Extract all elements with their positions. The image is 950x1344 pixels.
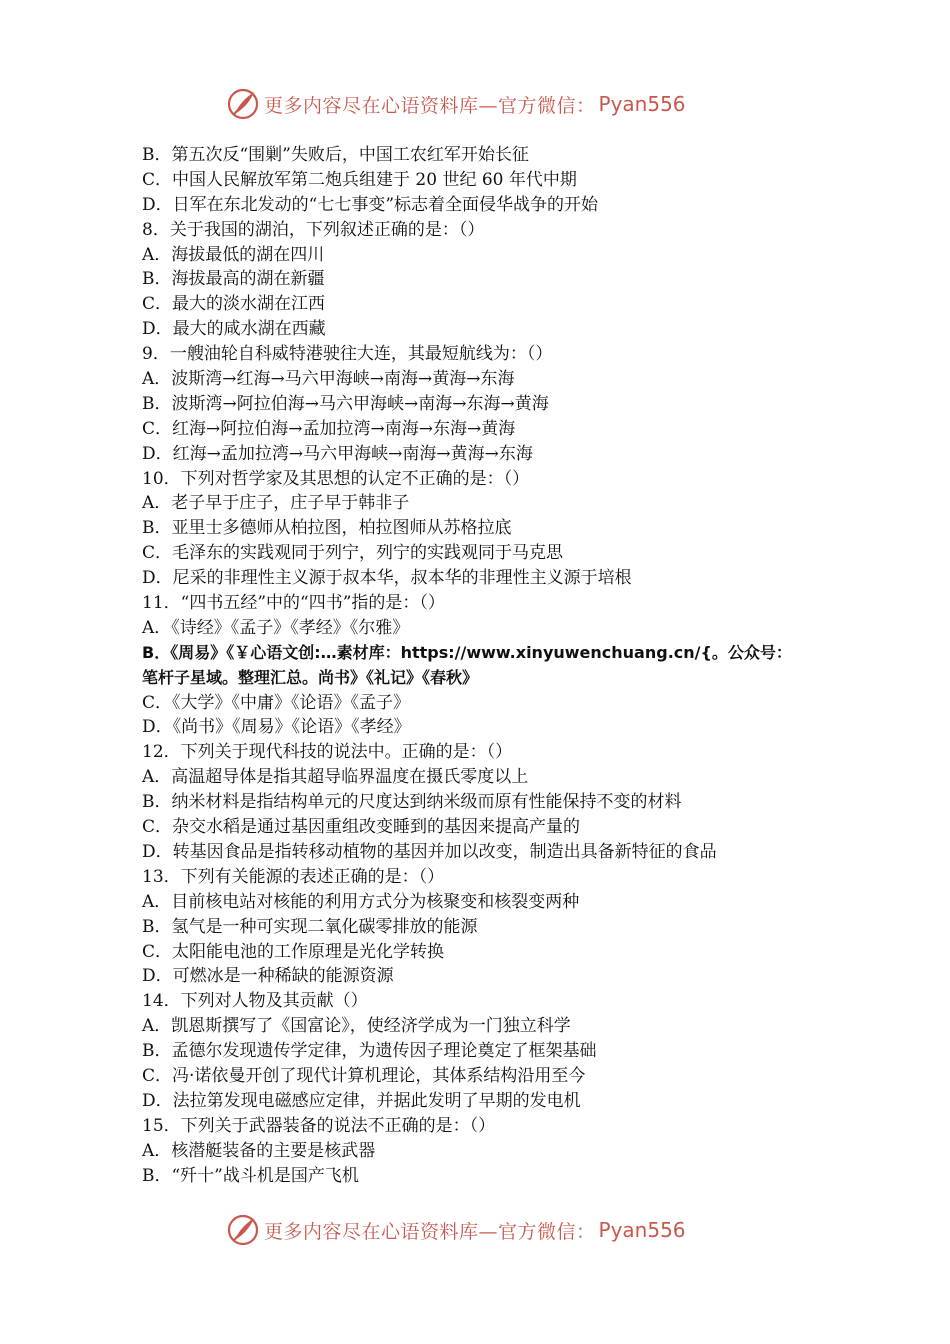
option-line: B．“歼十”战斗机是国产飞机 <box>142 1165 359 1186</box>
option-line: A．波斯湾→红海→马六甲海峡→南海→黄海→东海 <box>142 369 515 390</box>
text-line: C．中国人民解放军第二炮兵组建于 20 世纪 60 年代中期 <box>142 169 577 190</box>
option-line: D．法拉第发现电磁感应定律，并据此发明了早期的发电机 <box>142 1090 581 1111</box>
text-line: B．第五次反“围剿”失败后，中国工农红军开始长征 <box>142 145 529 165</box>
question-line: 9．一艘油轮自科威特港驶往大连，其最短航线为：（） <box>142 344 553 365</box>
option-line: B．孟德尔发现遗传学定律，为遗传因子理论奠定了框架基础 <box>142 1041 597 1062</box>
option-line: A．《诗经》《孟子》《孝经》《尔雅》 <box>142 617 410 638</box>
question-line: 8．关于我国的湖泊，下列叙述正确的是：（） <box>142 219 485 240</box>
question-line: 11．“四书五经”中的“四书”指的是：（） <box>142 593 445 614</box>
option-line: D．尼采的非理性主义源于叔本华，叔本华的非理性主义源于培根 <box>142 568 632 589</box>
question-line: 12．下列关于现代科技的说法中。正确的是：（） <box>142 742 513 763</box>
header-banner <box>0 86 950 122</box>
option-line: C．《大学》《中庸》《论语》《孟子》 <box>142 692 411 713</box>
option-line: A．目前核电站对核能的利用方式分为核聚变和核裂变两种 <box>142 891 580 912</box>
option-line: C．最大的淡水湖在江西 <box>142 294 326 315</box>
text-line: D．日军在东北发动的“七七事变”标志着全面侵华战争的开始 <box>142 194 599 215</box>
option-line: C．毛泽东的实践观同于列宁，列宁的实践观同于马克思 <box>142 543 564 564</box>
option-line: B．海拔最高的湖在新疆 <box>142 269 325 290</box>
option-line: A．海拔最低的湖在四川 <box>142 244 325 265</box>
option-line: B．氢气是一种可实现二氧化碳零排放的能源 <box>142 916 478 937</box>
option-line-watermarked: B．《周易》《￥心语文创:…素材库：https://www.xinyuwenchuang.cn/{。公众号： <box>142 642 792 662</box>
question-line: 14．下列对人物及其贡献（） <box>142 991 368 1012</box>
option-line-watermarked-continued: 笔杆子星域。整理汇总。尚书》《礼记》《春秋》 <box>142 667 479 687</box>
footer-banner <box>0 1212 950 1248</box>
banner-title: 更多内容尽在心语资料库—官方微信： <box>264 94 596 117</box>
question-line: 15．下列关于武器装备的说法不正确的是：（） <box>142 1115 496 1136</box>
option-line: B．亚里士多德师从柏拉图，柏拉图师从苏格拉底 <box>142 518 512 539</box>
option-line: A．老子早于庄子，庄子早于韩非子 <box>142 493 410 514</box>
quill-pen-logo-icon <box>226 1213 260 1247</box>
option-line: A．凯恩斯撰写了《国富论》，使经济学成为一门独立科学 <box>142 1016 571 1037</box>
option-line: A．高温超导体是指其超导临界温度在摄氏零度以上 <box>142 767 529 788</box>
option-line: B．波斯湾→阿拉伯海→马六甲海峡→南海→东海→黄海 <box>142 393 549 414</box>
banner-wechat-id: Pyan556 <box>598 92 686 116</box>
option-line: D．红海→孟加拉湾→马六甲海峡→南海→黄海→东海 <box>142 443 533 464</box>
banner-wechat-id: Pyan556 <box>598 1218 686 1242</box>
option-line: C．冯·诺依曼开创了现代计算机理论，其体系结构沿用至今 <box>142 1065 586 1086</box>
banner-title: 更多内容尽在心语资料库—官方微信： <box>264 1220 596 1243</box>
option-line: C．太阳能电池的工作原理是光化学转换 <box>142 941 445 962</box>
question-line: 13．下列有关能源的表述正确的是：（） <box>142 866 445 887</box>
quill-pen-logo-icon <box>226 87 260 121</box>
option-line: D．转基因食品是指转移动植物的基因并加以改变，制造出具备新特征的食品 <box>142 841 717 862</box>
option-line: A．核潜艇装备的主要是核武器 <box>142 1140 376 1161</box>
option-line: C．红海→阿拉伯海→孟加拉湾→南海→东海→黄海 <box>142 418 516 439</box>
question-line: 10．下列对哲学家及其思想的认定不正确的是：（） <box>142 468 530 489</box>
option-line: C．杂交水稻是通过基因重组改变睡到的基因来提高产量的 <box>142 817 581 838</box>
option-line: D．《尚书》《周易》《论语》《孝经》 <box>142 717 411 738</box>
option-line: B．纳米材料是指结构单元的尺度达到纳米级而原有性能保持不变的材料 <box>142 792 682 813</box>
option-line: D．最大的咸水湖在西藏 <box>142 319 326 340</box>
option-line: D．可燃冰是一种稀缺的能源资源 <box>142 966 394 987</box>
document-body <box>142 143 822 1188</box>
